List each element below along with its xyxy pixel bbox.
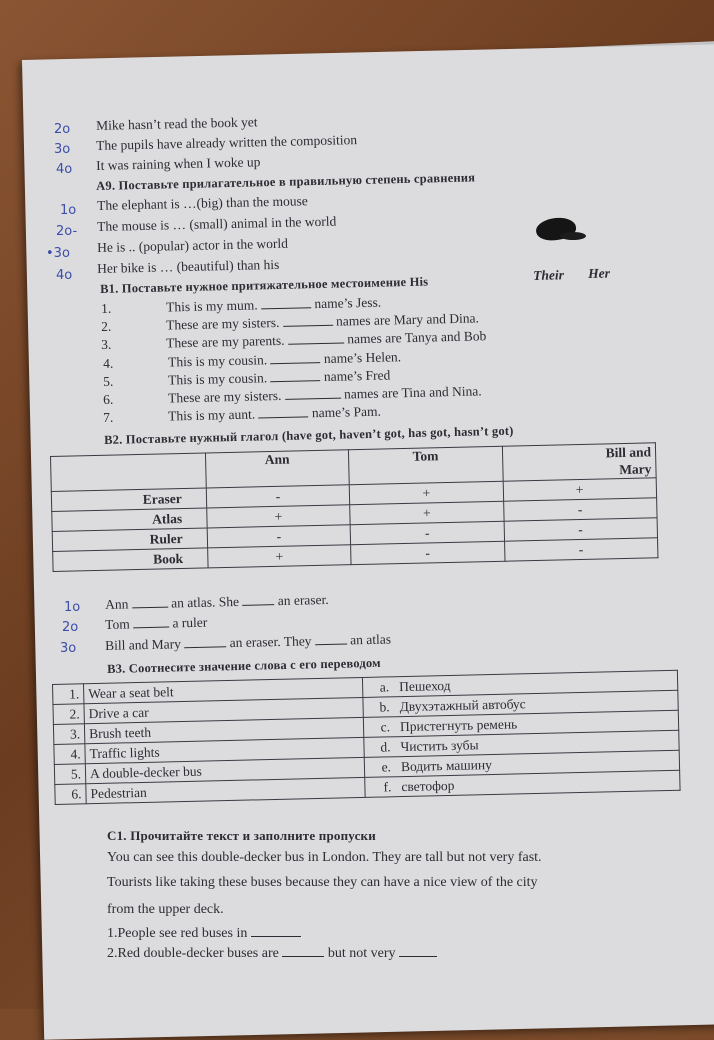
answer-blank[interactable] <box>270 351 320 364</box>
english-phrase: Pedestrian <box>86 777 365 803</box>
english-phrase: Brush teeth <box>84 717 363 743</box>
handwritten-mark: 2o <box>54 122 71 137</box>
paragraph-line: You can see this double-decker bus in London. They are tall but not very fast. <box>107 850 542 865</box>
item-number: 1. <box>101 300 112 316</box>
table-header-line: Mary <box>619 461 652 478</box>
item-number: 4. <box>103 355 114 371</box>
russian-translation: Пешеход <box>395 670 678 696</box>
handwritten-mark: 1o <box>60 203 77 218</box>
item-left: These are my sisters. <box>165 314 280 333</box>
section-heading-b2: В2. Поставьте нужный глагол (have got, haven’t got, has got, hasn’t got) <box>104 423 514 447</box>
item-right: name’s Jess. <box>314 294 382 312</box>
item-right: names are Tina and Nina. <box>343 383 482 402</box>
b2-sentence <box>105 592 329 613</box>
english-phrase: A double-decker bus <box>85 757 364 783</box>
answer-blank[interactable] <box>133 616 169 629</box>
sentence: The elephant is …(big) than the mouse <box>97 193 308 213</box>
section-heading-c1: С1. Прочитайте текст и заполните пропуски <box>107 828 376 843</box>
row-letter: f. <box>365 777 398 798</box>
pronoun-option: Her <box>588 265 611 281</box>
sentence-part: an eraser. They <box>229 633 312 651</box>
section-heading-b3: В3. Соотнесите значение слова с его переводом <box>107 655 381 676</box>
handwritten-mark: 4o <box>56 162 73 177</box>
answer-blank[interactable] <box>184 635 226 648</box>
sentence: The pupils have already written the composition <box>96 132 358 153</box>
row-number: 5. <box>54 764 85 785</box>
row-letter: d. <box>364 737 397 758</box>
row-number: 3. <box>53 724 84 745</box>
english-phrase: Traffic lights <box>85 737 364 763</box>
table-cell: - <box>350 521 504 544</box>
table-cell: - <box>503 498 657 521</box>
sentence-part: an eraser. <box>277 591 329 609</box>
answer-blank[interactable] <box>251 925 301 937</box>
item-right: names are Tanya and Bob <box>347 328 487 347</box>
answer-blank[interactable] <box>132 596 168 609</box>
question-1 <box>107 925 301 942</box>
row-number: 6. <box>55 784 86 805</box>
item-right: name’s Helen. <box>323 349 402 366</box>
answer-blank[interactable] <box>242 593 274 606</box>
answer-blank[interactable] <box>399 945 437 957</box>
table-cell: - <box>207 525 351 548</box>
answer-blank[interactable] <box>270 369 320 382</box>
english-phrase: Wear a seat belt <box>84 677 363 703</box>
row-label: Atlas <box>52 508 207 532</box>
russian-translation: Двухэтажный автобус <box>395 690 678 716</box>
answer-blank[interactable] <box>285 387 341 400</box>
sentence-part: an atlas. She <box>170 593 240 611</box>
row-letter: e. <box>364 757 397 778</box>
sentence: It was raining when I woke up <box>96 154 261 173</box>
item-left: This is my mum. <box>165 297 258 315</box>
sentence: Her bike is … (beautiful) than his <box>97 256 280 276</box>
table-cell: + <box>207 545 351 568</box>
table-header-empty <box>51 453 206 492</box>
row-label: Ruler <box>52 528 207 552</box>
answer-blank[interactable] <box>258 405 308 418</box>
item-number: 3. <box>101 336 112 352</box>
sentence: He is .. (popular) actor in the world <box>97 235 289 255</box>
item-left: This is my cousin. <box>167 352 268 370</box>
item-number: 6. <box>103 391 114 407</box>
ink-blot <box>560 232 586 240</box>
table-header-line: Bill and <box>605 444 652 461</box>
table-cell: + <box>503 478 657 501</box>
table-cell: - <box>504 538 658 561</box>
handwritten-mark: •3o <box>46 246 70 261</box>
sentence-part: a ruler <box>172 614 208 631</box>
english-phrase: Drive a car <box>84 697 363 723</box>
b2-sentence <box>105 615 208 633</box>
row-letter: a. <box>362 677 395 698</box>
table-header: Ann <box>205 450 349 488</box>
item-left: These are my parents. <box>165 332 285 351</box>
table-cell: + <box>206 505 350 528</box>
item-right: name’s Pam. <box>311 403 382 421</box>
answer-blank[interactable] <box>315 633 347 646</box>
item-right: names are Mary and Dina. <box>335 310 480 329</box>
section-heading-b1 <box>100 274 428 297</box>
item-right: name’s Fred <box>323 367 391 384</box>
sentence: The mouse is … (small) animal in the world <box>97 213 337 234</box>
sentence-part: Bill and Mary <box>105 636 182 653</box>
handwritten-mark: 2o- <box>56 224 78 239</box>
table-header <box>502 443 656 481</box>
handwritten-mark: 2o <box>62 620 79 635</box>
row-label: Eraser <box>51 488 206 512</box>
item-left: This is my cousin. <box>167 370 268 388</box>
russian-translation: Чистить зубы <box>396 730 679 756</box>
russian-translation: Водить машину <box>397 750 680 776</box>
b2-sentence <box>105 632 391 654</box>
item-number: 5. <box>103 373 114 389</box>
table-cell: - <box>504 518 658 541</box>
item-left: This is my aunt. <box>167 406 256 424</box>
handwritten-mark: 4o <box>56 268 73 283</box>
answer-blank[interactable] <box>282 945 324 957</box>
item-left: These are my sisters. <box>167 387 282 406</box>
sentence-part: Ann <box>105 596 129 612</box>
row-letter: c. <box>363 717 396 738</box>
answer-blank[interactable] <box>261 296 311 309</box>
handwritten-mark: 3o <box>60 641 77 656</box>
b1-heading-text: В1. Поставьте нужное притяжательное местоимение His <box>100 274 429 296</box>
row-number: 1. <box>53 684 84 705</box>
question-2 <box>107 945 437 962</box>
row-letter: b. <box>363 697 396 718</box>
sentence-part: Tom <box>105 616 130 632</box>
b2-table <box>50 442 658 572</box>
row-label: Book <box>53 548 208 572</box>
table-cell: - <box>206 485 350 508</box>
table-cell: - <box>351 541 505 564</box>
pronoun-option: Their <box>533 267 565 283</box>
answer-blank[interactable] <box>288 331 344 344</box>
table-cell: + <box>350 501 504 524</box>
question-text: but not very <box>327 946 396 961</box>
sentence-part: an atlas <box>350 631 392 648</box>
handwritten-mark: 3o <box>54 142 71 157</box>
russian-translation: светофор <box>397 770 680 796</box>
answer-blank[interactable] <box>283 314 333 327</box>
sentence: Mike hasn’t read the book yet <box>96 114 258 133</box>
paragraph-line: Tourists like taking these buses because they can have a nice view of the city <box>107 875 538 890</box>
table-header: Tom <box>349 446 503 484</box>
handwritten-mark: 1o <box>64 600 81 615</box>
paragraph-line: from the upper deck. <box>107 902 224 917</box>
question-text: 2.Red double-decker buses are <box>107 946 279 961</box>
row-number: 4. <box>54 744 85 765</box>
item-number: 2. <box>101 318 112 334</box>
question-text: 1.People see red buses in <box>107 926 248 941</box>
item-number: 7. <box>103 409 114 425</box>
russian-translation: Пристегнуть ремень <box>396 710 679 736</box>
section-heading-a9: А9. Поставьте прилагательное в правильную степень сравнения <box>96 170 476 193</box>
row-number: 2. <box>53 704 84 725</box>
table-cell: + <box>350 481 504 504</box>
b3-table <box>52 670 681 805</box>
